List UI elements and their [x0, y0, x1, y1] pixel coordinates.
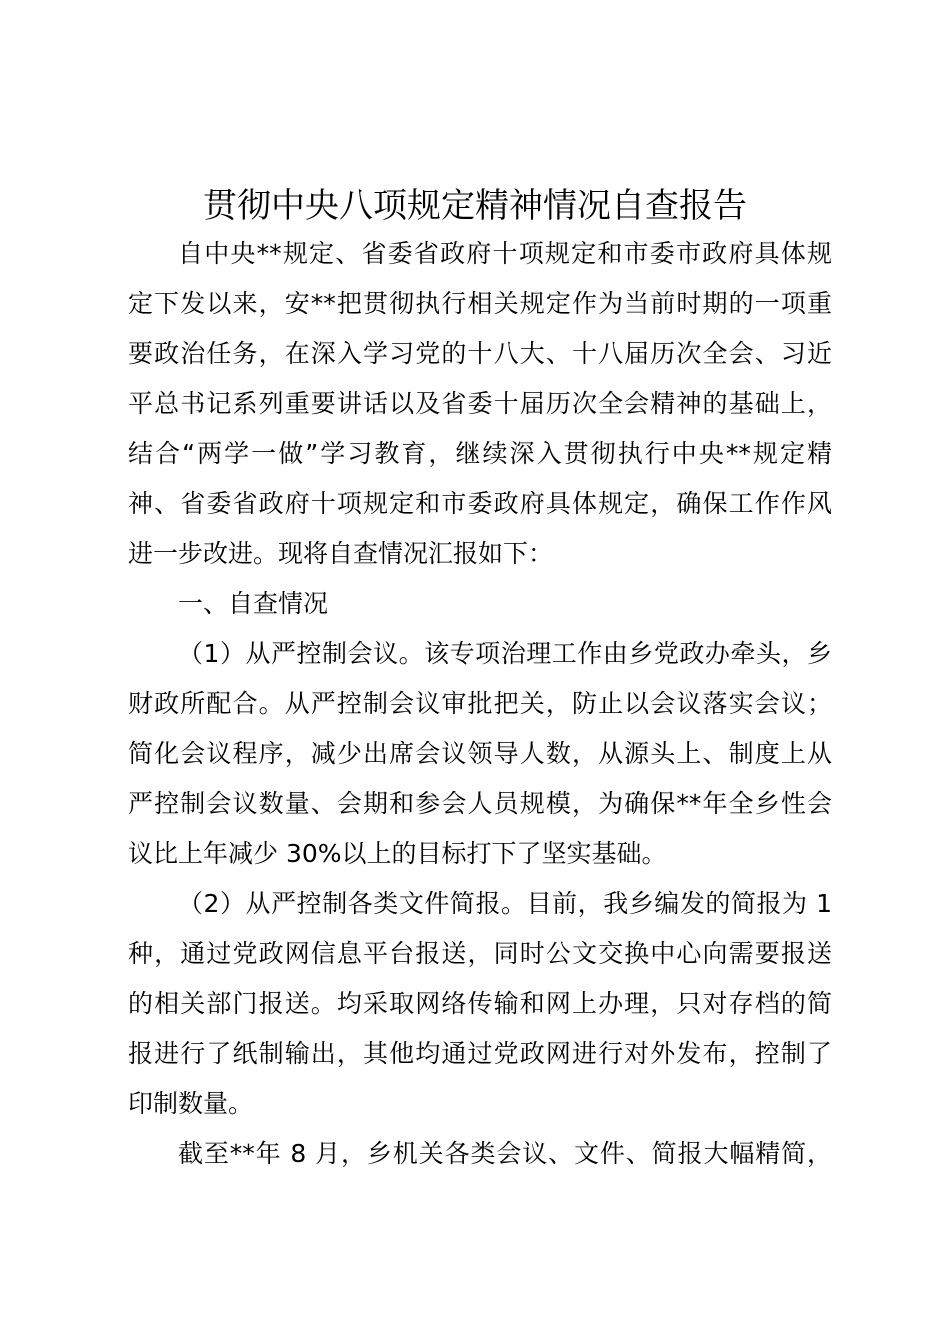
paragraph-line-18: 印制数量。	[128, 1089, 254, 1118]
paragraph-line-14: （2）从严控制各类文件简报。目前，我乡编发的简报为 1	[178, 889, 832, 918]
paragraph-line-17: 报进行了纸制输出，其他均通过党政网进行对外发布，控制了	[128, 1039, 832, 1068]
section-heading: 一、自查情况	[178, 589, 329, 618]
paragraph-line-12: 严控制会议数量、会期和参会人员规模，为确保**年全乡性会	[128, 789, 832, 818]
paragraph-line-16: 的相关部门报送。均采取网络传输和网上办理，只对存档的简	[128, 989, 832, 1018]
paragraph-line-2: 定下发以来，安**把贯彻执行相关规定作为当前时期的一项重	[128, 289, 832, 318]
paragraph-line-11: 简化会议程序，减少出席会议领导人数，从源头上、制度上从	[128, 739, 832, 768]
document-title: 贯彻中央八项规定精神情况自查报告	[203, 186, 747, 226]
paragraph-line-3: 要政治任务，在深入学习党的十八大、十八届历次全会、习近	[128, 339, 832, 368]
paragraph-line-10: 财政所配合。从严控制会议审批把关，防止以会议落实会议；	[128, 689, 832, 718]
paragraph-line-19: 截至**年 8 月，乡机关各类会议、文件、简报大幅精简，	[178, 1139, 832, 1168]
paragraph-line-9: （1）从严控制会议。该专项治理工作由乡党政办牵头，乡	[178, 639, 832, 668]
paragraph-line-4: 平总书记系列重要讲话以及省委十届历次全会精神的基础上，	[128, 389, 832, 418]
paragraph-line-6: 神、省委省政府十项规定和市委政府具体规定，确保工作作风	[128, 489, 832, 518]
paragraph-line-15: 种，通过党政网信息平台报送，同时公文交换中心向需要报送	[128, 939, 832, 968]
paragraph-line-13: 议比上年减少 30%以上的目标打下了坚实基础。	[128, 839, 667, 868]
paragraph-line-5: 结合“两学一做”学习教育，继续深入贯彻执行中央**规定精	[128, 439, 832, 468]
paragraph-line-7: 进一步改进。现将自查情况汇报如下：	[128, 539, 554, 568]
paragraph-line-1: 自中央**规定、省委省政府十项规定和市委市政府具体规	[178, 239, 832, 268]
